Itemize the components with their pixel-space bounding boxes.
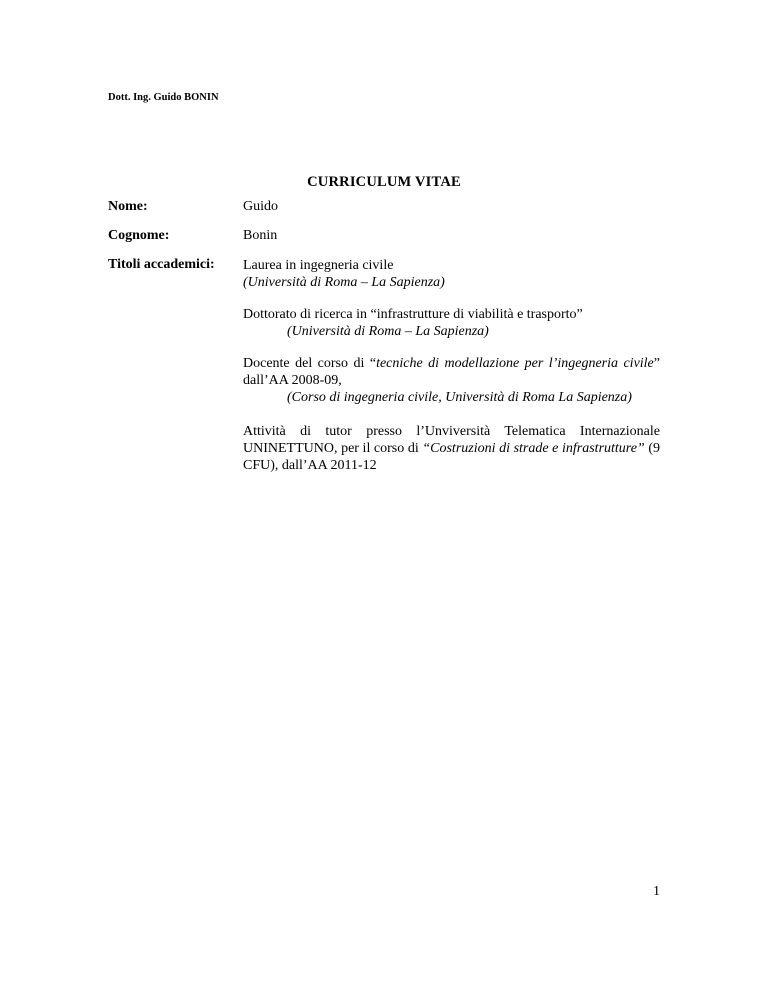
- dottorato-degree: Dottorato di ricerca in “infrastrutture di viabilità e trasporto”: [243, 307, 583, 322]
- nome-value: Guido: [243, 199, 278, 214]
- nome-label: Nome:: [108, 199, 148, 214]
- dottorato-institution: (Università di Roma – La Sapienza): [287, 324, 489, 339]
- title-entry-docente: [243, 355, 660, 406]
- tutor-text-a: Attività di tutor presso l’Unviversità Telematica Internazionale UNINETTUNO, per il corso di: [243, 424, 660, 456]
- title-entry-dottorato: [243, 306, 660, 340]
- laurea-institution: (Università di Roma – La Sapienza): [243, 275, 445, 290]
- docente-text-a: Docente del corso di “: [243, 356, 377, 371]
- titoli-label: Titoli accademici:: [108, 257, 215, 272]
- docente-description: [243, 355, 660, 389]
- tutor-course-name: “Costruzioni di strade e infrastrutture”: [422, 441, 645, 456]
- document-title: CURRICULUM VITAE: [307, 174, 461, 190]
- docente-institution: (Corso di ingegneria civile, Università di Roma La Sapienza): [287, 390, 632, 405]
- document-header: Dott. Ing. Guido BONIN: [108, 92, 219, 103]
- title-entry-tutor: [243, 423, 660, 474]
- docente-course-name: tecniche di modellazione per l’ingegneria civile: [376, 356, 654, 371]
- docente-text-c: ” dall’AA 2008-09,: [243, 356, 660, 388]
- cognome-label: Cognome:: [108, 228, 170, 243]
- page-number: 1: [653, 884, 660, 899]
- cognome-value: Bonin: [243, 228, 278, 243]
- laurea-degree: Laurea in ingegneria civile: [243, 258, 394, 273]
- title-entry-laurea: [243, 257, 660, 291]
- tutor-text-c: (9 CFU), dall’AA 2011-12: [243, 441, 660, 473]
